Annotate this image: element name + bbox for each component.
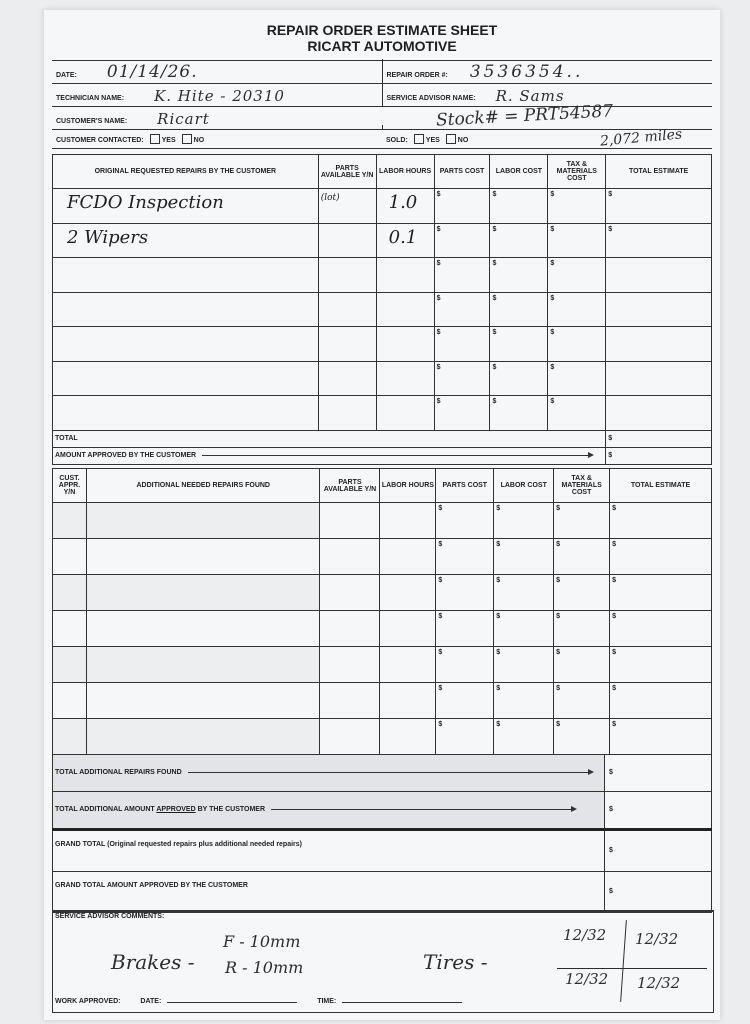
title-line-1: REPAIR ORDER ESTIMATE SHEET bbox=[266, 22, 498, 38]
additional-repair-description[interactable] bbox=[86, 539, 320, 575]
tax-materials-cost[interactable]: $ bbox=[554, 575, 610, 611]
tax-materials-cost[interactable]: $ bbox=[554, 647, 610, 683]
parts-cost[interactable]: $ bbox=[436, 683, 494, 719]
grand-approved-row bbox=[52, 872, 712, 913]
stock-number-note: Stock# = PRT54587 bbox=[435, 101, 614, 131]
additional-repair-description[interactable] bbox=[86, 575, 320, 611]
total-estimate[interactable]: $ bbox=[606, 223, 712, 258]
brakes-rear-note: R - 10mm bbox=[225, 958, 304, 977]
tax-materials-cost[interactable]: $ bbox=[554, 683, 610, 719]
total-estimate[interactable] bbox=[606, 258, 712, 293]
tax-materials-cost[interactable]: $ bbox=[554, 539, 610, 575]
tire-front-left: 12/32 bbox=[563, 926, 607, 944]
labor-hours[interactable] bbox=[380, 503, 436, 539]
labor-cost[interactable]: $ bbox=[490, 292, 548, 327]
additional-repair-row bbox=[53, 683, 712, 719]
total-estimate[interactable]: $ bbox=[610, 683, 712, 719]
tire-rear-left: 12/32 bbox=[565, 970, 609, 988]
total-estimate[interactable] bbox=[606, 292, 712, 327]
parts-available[interactable] bbox=[320, 719, 380, 755]
labor-hours[interactable] bbox=[376, 327, 434, 362]
original-approved-value[interactable]: $ bbox=[606, 447, 712, 464]
additional-repairs-header bbox=[53, 469, 712, 503]
parts-cost[interactable]: $ bbox=[436, 539, 494, 575]
parts-available[interactable] bbox=[320, 539, 380, 575]
additional-repair-description[interactable] bbox=[86, 647, 320, 683]
form-title bbox=[52, 16, 712, 54]
parts-available[interactable] bbox=[320, 683, 380, 719]
parts-cost[interactable]: $ bbox=[434, 223, 490, 258]
arrow-icon bbox=[188, 772, 592, 773]
total-additional-approved-label-cell bbox=[53, 792, 604, 828]
repair-description[interactable] bbox=[53, 292, 319, 327]
col-tax-materials: TAX & MATERIALS COST bbox=[548, 155, 606, 189]
parts-cost[interactable]: $ bbox=[436, 611, 494, 647]
parts-available[interactable] bbox=[318, 361, 376, 396]
parts-available[interactable] bbox=[320, 575, 380, 611]
date-value: 01/14/26. bbox=[106, 62, 198, 82]
labor-hours[interactable] bbox=[380, 575, 436, 611]
tax-materials-cost[interactable]: $ bbox=[554, 719, 610, 755]
additional-repair-row bbox=[53, 575, 712, 611]
parts-cost[interactable]: $ bbox=[436, 719, 494, 755]
total-additional-found-label: TOTAL ADDITIONAL REPAIRS FOUND bbox=[55, 769, 182, 776]
parts-available[interactable] bbox=[320, 611, 380, 647]
parts-cost[interactable]: $ bbox=[436, 575, 494, 611]
grand-approved-value[interactable]: $ bbox=[604, 872, 711, 912]
parts-available[interactable] bbox=[320, 647, 380, 683]
original-approved-label-cell bbox=[53, 447, 606, 464]
brakes-note: Brakes - bbox=[111, 950, 195, 974]
col-original-repairs: ORIGINAL REQUESTED REPAIRS BY THE CUSTOMER bbox=[53, 155, 319, 189]
labor-hours[interactable] bbox=[376, 396, 434, 431]
tax-materials-cost[interactable]: $ bbox=[548, 361, 606, 396]
labor-cost[interactable]: $ bbox=[490, 258, 548, 293]
title-line-2: RICART AUTOMOTIVE bbox=[307, 38, 457, 54]
parts-cost[interactable]: $ bbox=[434, 292, 490, 327]
work-approved-time-label: TIME: bbox=[317, 998, 337, 1005]
labor-cost[interactable]: $ bbox=[490, 189, 548, 224]
technician-label: TECHNICIAN NAME: bbox=[56, 95, 125, 102]
grand-approved-label: GRAND TOTAL AMOUNT APPROVED BY THE CUSTOMER bbox=[55, 882, 248, 889]
parts-available[interactable] bbox=[318, 327, 376, 362]
labor-cost[interactable]: $ bbox=[490, 396, 548, 431]
labor-hours[interactable] bbox=[380, 611, 436, 647]
grand-total-label: GRAND TOTAL (Original requested repairs plus additional needed repairs) bbox=[55, 841, 302, 848]
work-approved-time-field[interactable] bbox=[342, 1002, 462, 1003]
customer-contacted-cell bbox=[52, 134, 382, 148]
repair-description[interactable] bbox=[53, 361, 319, 396]
customer-name-label: CUSTOMER'S NAME: bbox=[56, 118, 128, 125]
parts-available[interactable] bbox=[318, 223, 376, 258]
tire-front-right: 12/32 bbox=[635, 930, 679, 948]
total-estimate[interactable] bbox=[606, 396, 712, 431]
parts-available[interactable] bbox=[318, 258, 376, 293]
customer-name-cell[interactable] bbox=[52, 107, 382, 129]
contacted-no-label: NO bbox=[193, 137, 205, 144]
col-tax-materials-2: TAX & MATERIALS COST bbox=[554, 469, 610, 503]
parts-cost[interactable]: $ bbox=[434, 258, 490, 293]
labor-cost[interactable]: $ bbox=[494, 575, 554, 611]
service-advisor-value: R. Sams bbox=[495, 87, 565, 105]
repair-order-value: 3536354.. bbox=[469, 62, 584, 82]
parts-cost[interactable]: $ bbox=[434, 189, 490, 224]
additional-repair-row bbox=[53, 647, 712, 683]
repair-description[interactable] bbox=[53, 327, 319, 362]
col-total-estimate: TOTAL ESTIMATE bbox=[606, 155, 712, 189]
brakes-front-note: F - 10mm bbox=[223, 932, 301, 951]
original-repair-row bbox=[53, 223, 712, 258]
arrow-icon bbox=[202, 455, 592, 456]
col-parts-available: PARTS AVAILABLE Y/N bbox=[318, 155, 376, 189]
additional-repair-description[interactable] bbox=[86, 611, 320, 647]
additional-repair-description[interactable] bbox=[86, 719, 320, 755]
technician-value: K. Hite - 20310 bbox=[154, 87, 285, 105]
col-parts-available-2: PARTS AVAILABLE Y/N bbox=[320, 469, 380, 503]
labor-cost[interactable]: $ bbox=[490, 327, 548, 362]
total-estimate[interactable]: $ bbox=[610, 503, 712, 539]
arrow-icon bbox=[271, 809, 575, 810]
parts-available[interactable] bbox=[318, 396, 376, 431]
repair-order-cell[interactable] bbox=[382, 59, 713, 83]
parts-cost[interactable]: $ bbox=[434, 327, 490, 362]
cust-approved[interactable] bbox=[53, 647, 87, 683]
date-cell[interactable] bbox=[52, 59, 382, 83]
labor-cost[interactable]: $ bbox=[494, 719, 554, 755]
additional-repair-description[interactable] bbox=[86, 683, 320, 719]
parts-available[interactable]: (lot) bbox=[318, 189, 376, 224]
repair-description[interactable]: 2 Wipers bbox=[53, 223, 319, 258]
tax-materials-cost[interactable]: $ bbox=[554, 503, 610, 539]
labor-hours[interactable] bbox=[380, 683, 436, 719]
date-label: DATE: bbox=[56, 72, 77, 79]
additional-repair-row bbox=[53, 539, 712, 575]
grand-totals bbox=[52, 828, 712, 913]
tax-materials-cost[interactable]: $ bbox=[548, 189, 606, 224]
parts-available[interactable] bbox=[318, 292, 376, 327]
service-advisor-comments[interactable] bbox=[52, 910, 714, 1013]
additional-repairs-table bbox=[52, 468, 712, 755]
cust-approved[interactable] bbox=[53, 719, 87, 755]
customer-name-value: Ricart bbox=[157, 110, 210, 128]
original-repairs-header bbox=[53, 155, 712, 189]
total-additional-approved-suffix: BY THE CUSTOMER bbox=[195, 806, 266, 813]
labor-hours[interactable] bbox=[376, 361, 434, 396]
total-additional-approved-row bbox=[52, 792, 712, 829]
repair-description[interactable]: FCDO Inspection bbox=[53, 189, 319, 224]
repair-order-label: REPAIR ORDER #: bbox=[386, 72, 448, 79]
original-approved-label: AMOUNT APPROVED BY THE CUSTOMER bbox=[55, 452, 197, 459]
sold-yes-checkbox[interactable] bbox=[414, 134, 424, 144]
col-labor-cost-2: LABOR COST bbox=[494, 469, 554, 503]
contacted-no-checkbox[interactable] bbox=[182, 134, 192, 144]
tires-note: Tires - bbox=[423, 950, 488, 974]
tire-divider-horizontal bbox=[557, 968, 707, 969]
cust-approved[interactable] bbox=[53, 575, 87, 611]
tire-divider-vertical bbox=[620, 920, 627, 1002]
sheet-inner bbox=[52, 16, 712, 1016]
labor-hours[interactable]: 1.0 bbox=[376, 189, 434, 224]
parts-cost[interactable]: $ bbox=[434, 361, 490, 396]
original-total-row bbox=[53, 430, 712, 447]
work-approved-date-label: DATE: bbox=[140, 998, 162, 1005]
labor-cost[interactable]: $ bbox=[494, 683, 554, 719]
tire-rear-right: 12/32 bbox=[637, 974, 681, 992]
cust-approved[interactable] bbox=[53, 539, 87, 575]
comments-label: SERVICE ADVISOR COMMENTS: bbox=[55, 913, 165, 920]
total-additional-approved-value[interactable]: $ bbox=[604, 792, 711, 828]
tax-materials-cost[interactable]: $ bbox=[548, 223, 606, 258]
tax-materials-cost[interactable]: $ bbox=[548, 258, 606, 293]
original-total-value[interactable]: $ bbox=[606, 430, 712, 447]
technician-cell[interactable] bbox=[52, 84, 382, 106]
col-parts-cost-2: PARTS COST bbox=[436, 469, 494, 503]
col-parts-cost: PARTS COST bbox=[434, 155, 490, 189]
repair-description[interactable] bbox=[53, 396, 319, 431]
original-repair-row bbox=[53, 189, 712, 224]
labor-cost[interactable]: $ bbox=[494, 503, 554, 539]
total-estimate[interactable]: $ bbox=[610, 575, 712, 611]
labor-hours[interactable] bbox=[380, 647, 436, 683]
additional-repair-row bbox=[53, 503, 712, 539]
cust-approved[interactable] bbox=[53, 611, 87, 647]
labor-cost[interactable]: $ bbox=[490, 361, 548, 396]
labor-hours[interactable] bbox=[380, 539, 436, 575]
total-estimate[interactable] bbox=[606, 327, 712, 362]
total-additional-found-row bbox=[52, 754, 712, 792]
parts-cost[interactable]: $ bbox=[436, 503, 494, 539]
contacted-yes-label: YES bbox=[161, 137, 176, 144]
col-cust-approved: CUST. APPR. Y/N bbox=[53, 469, 87, 503]
sold-label: SOLD: bbox=[386, 137, 408, 144]
total-additional-approved-prefix: TOTAL ADDITIONAL AMOUNT bbox=[55, 806, 157, 813]
mileage-note: 2,072 miles bbox=[599, 126, 683, 150]
additional-repair-row bbox=[53, 611, 712, 647]
service-advisor-cell[interactable] bbox=[382, 84, 713, 106]
original-repair-row bbox=[53, 258, 712, 293]
col-total-estimate-2: TOTAL ESTIMATE bbox=[610, 469, 712, 503]
original-approved-row bbox=[53, 447, 712, 464]
tax-materials-cost[interactable]: $ bbox=[548, 292, 606, 327]
total-estimate[interactable]: $ bbox=[610, 611, 712, 647]
sold-no-label: NO bbox=[457, 137, 469, 144]
labor-cost[interactable]: $ bbox=[494, 647, 554, 683]
parts-available[interactable] bbox=[320, 503, 380, 539]
tax-materials-cost[interactable]: $ bbox=[548, 327, 606, 362]
original-repair-row bbox=[53, 361, 712, 396]
total-estimate[interactable]: $ bbox=[610, 539, 712, 575]
cust-approved[interactable] bbox=[53, 503, 87, 539]
original-total-label: TOTAL bbox=[53, 430, 606, 447]
labor-cost[interactable]: $ bbox=[494, 539, 554, 575]
original-repairs-table bbox=[52, 154, 712, 465]
additional-repair-row bbox=[53, 719, 712, 755]
estimate-sheet bbox=[44, 10, 720, 1020]
additional-totals bbox=[52, 754, 712, 829]
total-additional-approved-underlined: APPROVED bbox=[156, 806, 196, 813]
original-repair-row bbox=[53, 396, 712, 431]
tax-materials-cost[interactable]: $ bbox=[554, 611, 610, 647]
total-estimate[interactable]: $ bbox=[606, 189, 712, 224]
header-row-1 bbox=[52, 61, 712, 84]
total-additional-found-label-cell bbox=[53, 755, 604, 791]
customer-contacted-label: CUSTOMER CONTACTED: bbox=[56, 137, 144, 144]
labor-hours[interactable]: 0.1 bbox=[376, 223, 434, 258]
tax-materials-cost[interactable]: $ bbox=[548, 396, 606, 431]
contacted-yes-checkbox[interactable] bbox=[150, 134, 160, 144]
labor-hours[interactable] bbox=[376, 292, 434, 327]
labor-cost[interactable]: $ bbox=[494, 611, 554, 647]
original-repair-row bbox=[53, 327, 712, 362]
grand-total-row bbox=[52, 831, 712, 872]
total-additional-found-value[interactable]: $ bbox=[604, 755, 711, 791]
cust-approved[interactable] bbox=[53, 683, 87, 719]
original-repair-row bbox=[53, 292, 712, 327]
additional-repair-description[interactable] bbox=[86, 503, 320, 539]
col-additional-repairs: ADDITIONAL NEEDED REPAIRS FOUND bbox=[86, 469, 320, 503]
labor-hours[interactable] bbox=[376, 258, 434, 293]
parts-cost[interactable]: $ bbox=[434, 396, 490, 431]
total-estimate[interactable]: $ bbox=[610, 647, 712, 683]
work-approved-date-field[interactable] bbox=[167, 1002, 297, 1003]
header-row-2 bbox=[52, 84, 712, 107]
col-labor-hours-2: LABOR HOURS bbox=[380, 469, 436, 503]
labor-cost[interactable]: $ bbox=[490, 223, 548, 258]
parts-cost[interactable]: $ bbox=[436, 647, 494, 683]
sold-no-checkbox[interactable] bbox=[446, 134, 456, 144]
sold-yes-label: YES bbox=[425, 137, 440, 144]
labor-hours[interactable] bbox=[380, 719, 436, 755]
total-estimate[interactable]: $ bbox=[610, 719, 712, 755]
work-approved-line bbox=[55, 998, 462, 1005]
repair-description[interactable] bbox=[53, 258, 319, 293]
total-estimate[interactable] bbox=[606, 361, 712, 396]
grand-total-value[interactable]: $ bbox=[604, 831, 711, 871]
service-advisor-label: SERVICE ADVISOR NAME: bbox=[386, 95, 476, 102]
col-labor-hours: LABOR HOURS bbox=[376, 155, 434, 189]
col-labor-cost: LABOR COST bbox=[490, 155, 548, 189]
work-approved-label: WORK APPROVED: bbox=[55, 998, 121, 1005]
